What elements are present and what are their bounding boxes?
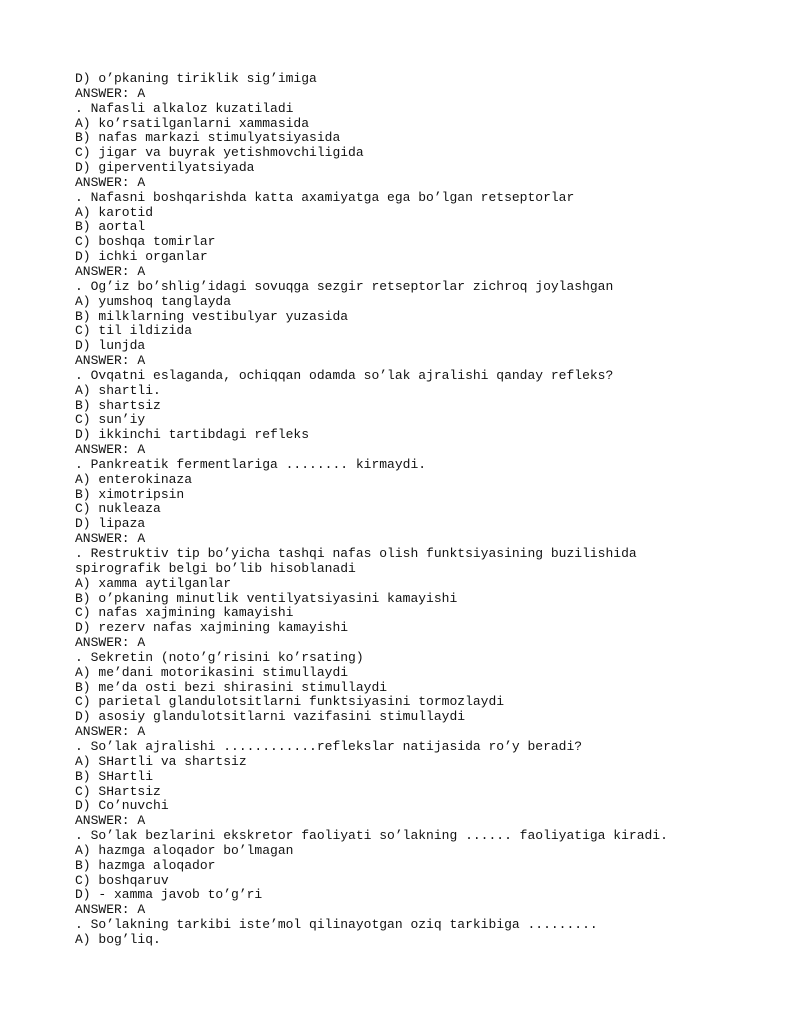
option-line: C) nafas xajmining kamayishi <box>75 605 294 621</box>
option-line: D) lunjda <box>75 338 146 354</box>
answer-line: ANSWER: A <box>75 442 146 458</box>
answer-line: ANSWER: A <box>75 724 146 740</box>
option-line: A) yumshoq tanglayda <box>75 293 232 309</box>
question-line: . Og’iz bo’shlig’idagi sovuqga sezgir retseptorlar zichroq joylashgan <box>75 278 614 294</box>
answer-line: ANSWER: A <box>75 174 146 190</box>
option-line: C) parietal glandulotsitlarni funktsiyasini tormozlaydi <box>75 694 505 710</box>
option-line: D) rezerv nafas xajmining kamayishi <box>75 620 349 636</box>
question-line: . So’lakning tarkibi iste’mol qilinayotgan oziq tarkibiga ......... <box>75 917 598 933</box>
question-line: . So’lak bezlarini ekskretor faoliyati so’lakning ...... faoliyatiga kiradi. <box>75 828 668 844</box>
option-line: B) shartsiz <box>75 397 161 413</box>
option-line: D) ikkinchi tartibdagi refleks <box>75 427 310 443</box>
option-line: A) hazmga aloqador bo’lmagan <box>75 842 294 858</box>
option-line: A) SHartli va shartsiz <box>75 753 247 769</box>
option-line: B) ximotripsin <box>75 486 185 502</box>
option-line: D) giperventilyatsiyada <box>75 160 255 176</box>
answer-line: ANSWER: A <box>75 635 146 651</box>
option-line: B) hazmga aloqador <box>75 857 216 873</box>
option-line: C) nukleaza <box>75 501 161 517</box>
answer-line: ANSWER: A <box>75 531 146 547</box>
answer-line: ANSWER: A <box>75 813 146 829</box>
option-line: B) o’pkaning minutlik ventilyatsiyasini kamayishi <box>75 590 458 606</box>
option-line: A) enterokinaza <box>75 471 193 487</box>
option-line: C) SHartsiz <box>75 783 161 799</box>
question-line: . Ovqatni eslaganda, ochiqqan odamda so’lak ajralishi qanday refleks? <box>75 367 614 383</box>
answer-line: ANSWER: A <box>75 263 146 279</box>
option-line: D) lipaza <box>75 516 146 532</box>
document-text <box>75 72 775 948</box>
question-line: . Nafasni boshqarishda katta axamiyatga ega bo’lgan retseptorlar <box>75 189 575 205</box>
option-line: C) jigar va buyrak yetishmovchiligida <box>75 145 364 161</box>
option-line: C) boshqa tomirlar <box>75 234 216 250</box>
option-line: A) xamma aytilganlar <box>75 575 232 591</box>
option-line: A) karotid <box>75 204 154 220</box>
option-line: B) nafas markazi stimulyatsiyasida <box>75 130 341 146</box>
option-line: D) asosiy glandulotsitlarni vazifasini stimullaydi <box>75 709 466 725</box>
option-line: C) boshqaruv <box>75 872 169 888</box>
option-line: A) shartli. <box>75 382 161 398</box>
answer-line: ANSWER: A <box>75 902 146 918</box>
text-line: spirografik belgi bo’lib hisoblanadi <box>75 560 356 576</box>
option-line: B) aortal <box>75 219 146 235</box>
question-line: . Restruktiv tip bo’yicha tashqi nafas olish funktsiyasining buzilishida <box>75 546 637 561</box>
option-line: D) ichki organlar <box>75 249 208 265</box>
answer-line: ANSWER: A <box>75 353 146 369</box>
option-line: B) milklarning vestibulyar yuzasida <box>75 308 349 324</box>
answer-line: ANSWER: A <box>75 85 146 101</box>
question-line: . Pankreatik fermentlariga ........ kirmaydi. <box>75 456 427 472</box>
option-line: A) me’dani motorikasini stimullaydi <box>75 664 349 680</box>
option-line: B) SHartli <box>75 768 154 784</box>
question-line: . So’lak ajralishi ............reflekslar natijasida ro’y beradi? <box>75 738 583 754</box>
option-line: D) o’pkaning tiriklik sig’imiga <box>75 71 317 86</box>
question-line: . Sekretin (noto’g’risini ko’rsating) <box>75 649 364 665</box>
question-line: . Nafasli alkaloz kuzatiladi <box>75 100 294 116</box>
option-line: D) - xamma javob to’g’ri <box>75 887 263 903</box>
option-line: C) sun’iy <box>75 412 146 428</box>
option-line: A) ko’rsatilganlarni xammasida <box>75 115 310 131</box>
option-line: C) til ildizida <box>75 323 193 339</box>
option-line: D) Co’nuvchi <box>75 798 169 814</box>
option-line: A) bog’liq. <box>75 931 161 947</box>
option-line: B) me’da osti bezi shirasini stimullaydi <box>75 679 388 695</box>
